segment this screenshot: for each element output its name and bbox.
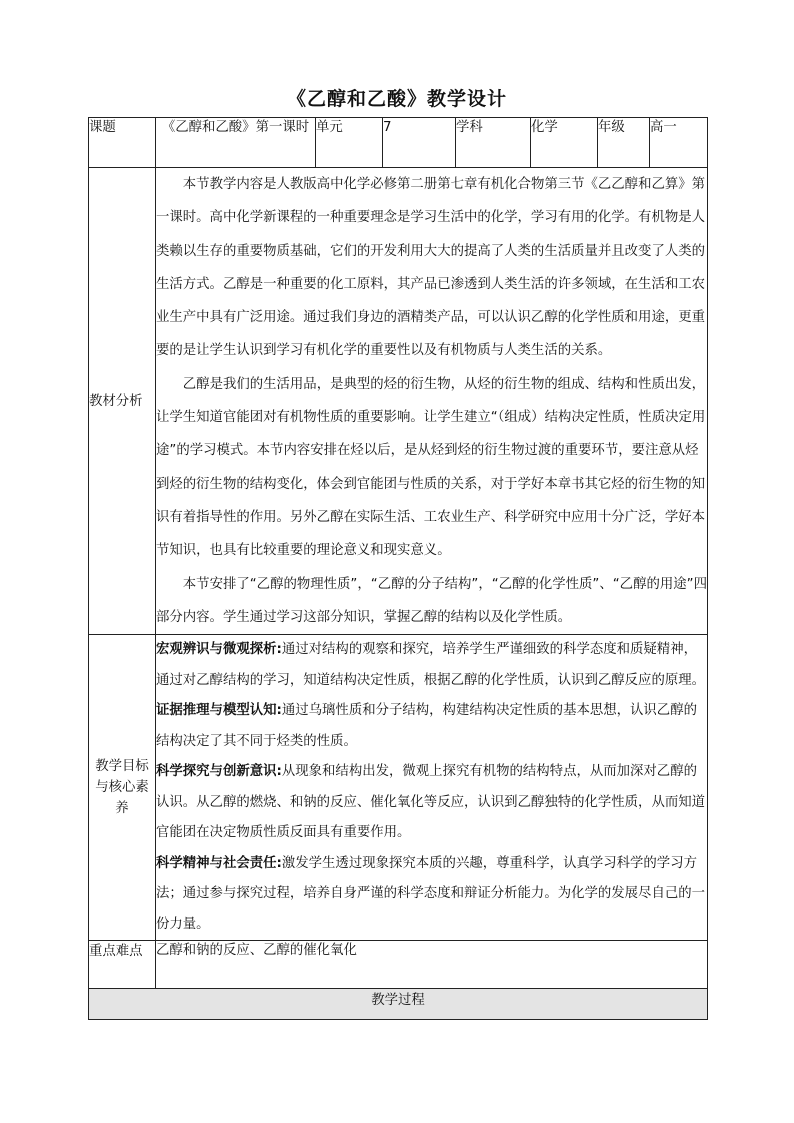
goal-name: 科学探究与创新意识: — [156, 764, 282, 780]
analysis-paragraph: 乙醇是我们的生活用品，是典型的烃的衍生物，从烃的衍生物的组成、结构和性质出发，让学生知道官能团对有机物性质的重要影响。让学生建立“（组成）结构决定性质，性质决定用途”的学习模式。本节内容安排在烃以后，是从烃到烃的衍生物过渡的重要环节，要注意从烃到烃的衍生物的结构变化，体会到官能团与性质的关系，对于学好本章书其它烃的衍生物的知识有着指导性的作用。另外乙醇在实际生活、工农业生产、科学研究中应用十分广泛，学好本节知识，也具有比较重要的理论意义和现实意义。 — [156, 376, 706, 559]
goals-row — [89, 635, 708, 941]
analysis-label: 教材分析 — [89, 168, 156, 635]
analysis-content — [156, 168, 708, 635]
unit-label: 单元 — [316, 118, 383, 168]
topic-value: 《乙醇和乙酸》第一课时 — [156, 118, 316, 168]
goals-label: 教学目标与核心素养 — [89, 635, 156, 941]
goal-text: 通过乌璃性质和分子结构，构建结构决定性质的基本思想，认识乙醇的结构决定了其不同于烃类的性质。 — [156, 703, 697, 749]
goal-name: 宏观辨识与微观探析: — [156, 642, 282, 658]
subject-label: 学科 — [456, 118, 531, 168]
goal-text: 通过对结构的观察和探究，培养学生严谨细致的科学态度和质疑精神，通过对乙醇结构的学习，知道结构决定性质，根据乙醇的化学性质，认识到乙醇反应的原理。 — [156, 642, 706, 688]
analysis-paragraph: 本节教学内容是人教版高中化学必修第二册第七章有机化合物第三节《乙乙醇和乙算》第一课时。高中化学新课程的一种重要理念是学习生活中的化学，学习有用的化学。有机物是人类赖以生存的重要物质基础，它们的开发利用大大的提高了人类的生活质量并且改变了人类的生活方式。乙醇是一种重要的化工原料，其产品已渗透到人类生活的许多领域，在生活和工农业生产中具有广泛用途。通过我们身边的酒精类产品，可以认识乙醇的化学性质和用途，更重要的是让学生认识到学习有机化学的重要性以及有机物质与人类生活的关系。 — [156, 177, 706, 359]
page-title: 《乙醇和乙酸》教学设计 — [286, 88, 507, 110]
analysis-row — [89, 168, 708, 635]
focus-value: 乙醇和钠的反应、乙醇的催化氧化 — [156, 941, 708, 989]
process-heading: 教学过程 — [89, 989, 708, 1020]
goal-item — [156, 849, 707, 941]
goal-item — [156, 696, 707, 757]
focus-label: 重点难点 — [89, 941, 156, 989]
grade-label: 年级 — [598, 118, 650, 168]
focus-row — [89, 941, 708, 989]
header-row — [89, 118, 708, 168]
topic-label: 课题 — [89, 118, 156, 168]
goals-content — [156, 635, 708, 941]
goal-item — [156, 757, 707, 849]
goal-text: 从现象和结构出发，微观上探究有机物的结构特点，从而加深对乙醇的认识。从乙醇的燃烧、和钠的反应、催化氧化等反应，认识到乙醇独特的化学性质，从而知道官能团在决定物质性质反面具有重要作用。 — [156, 764, 706, 841]
lesson-plan-table — [88, 117, 708, 1020]
analysis-paragraph: 本节安排了“乙醇的物理性质”，“乙醇的分子结构”，“乙醇的化学性质”、“乙醇的用途”四部分内容。学生通过学习这部分知识，掌握乙醇的结构以及化学性质。 — [156, 576, 707, 625]
process-row — [89, 989, 708, 1020]
goal-item — [156, 635, 707, 696]
goal-name: 证据推理与模型认知: — [156, 703, 282, 719]
subject-value: 化学 — [531, 118, 598, 168]
grade-value: 高一 — [650, 118, 708, 168]
goal-text: 激发学生透过现象探究本质的兴趣，尊重科学，认真学习科学的学习方法；通过参与探究过程，培养自身严谨的科学态度和辩证分析能力。为化学的发展尽自己的一份力量。 — [156, 855, 706, 932]
goal-name: 科学精神与社会责任: — [156, 855, 282, 871]
unit-value: 7 — [383, 118, 456, 168]
